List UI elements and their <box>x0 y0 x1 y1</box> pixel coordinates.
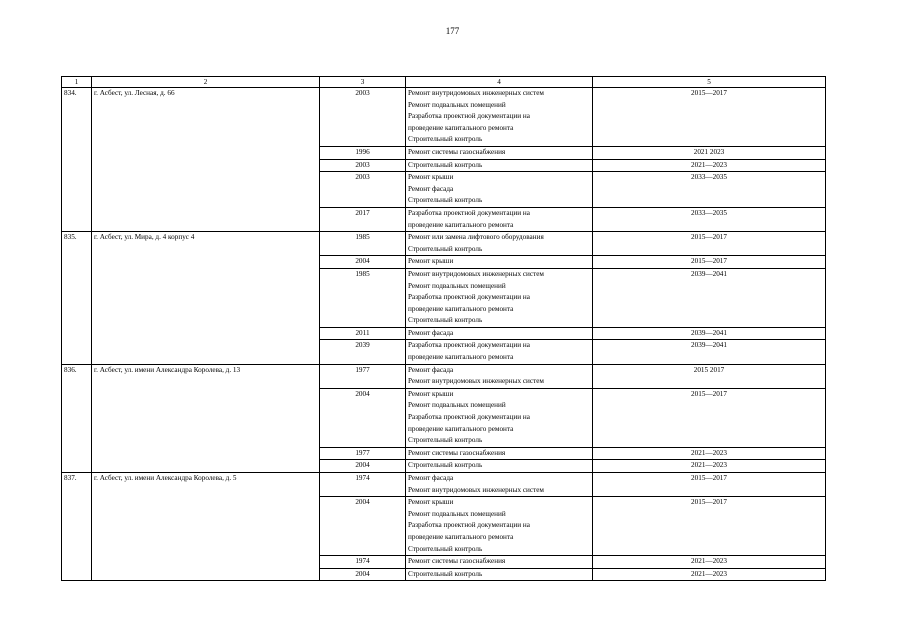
work-item: Разработка проектной документации на <box>408 112 530 121</box>
work-item: Строительный контроль <box>408 196 483 205</box>
period-cell: 2021—2023 <box>593 460 826 473</box>
period-cell: 2021—2023 <box>593 568 826 581</box>
header-col-2: 2 <box>92 77 320 88</box>
table-row <box>62 88 826 147</box>
works-cell <box>406 340 593 364</box>
period-cell: 2015—2017 <box>593 88 826 147</box>
year-cell: 2003 <box>320 172 406 208</box>
works-cell <box>406 172 593 208</box>
work-item: проведение капитального ремонта <box>408 220 514 229</box>
work-item: проведение капитального ремонта <box>408 532 514 541</box>
year-cell: 1974 <box>320 473 406 497</box>
work-item: Ремонт крыши <box>408 389 454 398</box>
works-cell <box>406 327 593 340</box>
table-row <box>62 232 826 256</box>
work-item: Ремонт внутридомовых инженерных систем <box>408 89 544 97</box>
works-cell <box>406 460 593 473</box>
works-cell <box>406 159 593 172</box>
table-body <box>62 88 826 581</box>
period-cell: 2039—2041 <box>593 268 826 327</box>
work-item: Строительный контроль <box>408 135 483 144</box>
work-item: Ремонт подвальных помещений <box>408 281 506 290</box>
works-cell <box>406 207 593 231</box>
header-col-5: 5 <box>593 77 826 88</box>
header-col-1: 1 <box>62 77 92 88</box>
building-address: г. Асбест, ул. имени Александра Королева, д. 13 <box>92 364 320 472</box>
year-cell: 2011 <box>320 327 406 340</box>
work-item: Ремонт внутридомовых инженерных систем <box>408 269 544 278</box>
work-item: Ремонт системы газоснабжения <box>408 147 506 156</box>
works-cell <box>406 473 593 497</box>
work-item: Разработка проектной документации на <box>408 521 530 530</box>
work-item: Ремонт системы газоснабжения <box>408 448 506 457</box>
repair-schedule-table <box>61 76 826 581</box>
year-cell: 2004 <box>320 568 406 581</box>
work-item: Строительный контроль <box>408 436 483 445</box>
work-item: Ремонт внутридомовых инженерных систем <box>408 377 544 386</box>
entry-number: 834. <box>62 88 92 232</box>
period-cell: 2021—2023 <box>593 447 826 460</box>
year-cell: 2003 <box>320 88 406 147</box>
works-cell <box>406 256 593 269</box>
period-cell: 2021 2023 <box>593 146 826 159</box>
building-address: г. Асбест, ул. Лесная, д. 66 <box>92 88 320 232</box>
work-item: Ремонт фасада <box>408 328 454 337</box>
work-item: Разработка проектной документации на <box>408 413 530 422</box>
work-item: Строительный контроль <box>408 569 483 578</box>
period-cell: 2015—2017 <box>593 388 826 447</box>
period-cell: 2039—2041 <box>593 340 826 364</box>
work-item: проведение капитального ремонта <box>408 424 514 433</box>
works-cell <box>406 364 593 388</box>
building-address: г. Асбест, ул. имени Александра Королева, д. 5 <box>92 473 320 581</box>
building-address: г. Асбест, ул. Мира, д. 4 корпус 4 <box>92 232 320 365</box>
works-cell <box>406 556 593 569</box>
work-item: Ремонт крыши <box>408 257 454 266</box>
year-cell: 2017 <box>320 207 406 231</box>
work-item: Строительный контроль <box>408 244 483 253</box>
period-cell: 2039—2041 <box>593 327 826 340</box>
work-item: Ремонт системы газоснабжения <box>408 557 506 566</box>
year-cell: 1974 <box>320 556 406 569</box>
period-cell: 2015 2017 <box>593 364 826 388</box>
header-col-4: 4 <box>406 77 593 88</box>
page-number: 177 <box>445 26 460 36</box>
entry-number: 835. <box>62 232 92 365</box>
work-item: Разработка проектной документации на <box>408 341 530 350</box>
work-item: Ремонт фасада <box>408 184 454 193</box>
period-cell: 2021—2023 <box>593 159 826 172</box>
year-cell: 1996 <box>320 146 406 159</box>
work-item: Строительный контроль <box>408 160 483 169</box>
work-item: Ремонт внутридомовых инженерных систем <box>408 485 544 494</box>
works-cell <box>406 146 593 159</box>
work-item: Разработка проектной документации на <box>408 208 530 217</box>
year-cell: 2004 <box>320 256 406 269</box>
work-item: Ремонт крыши <box>408 498 454 507</box>
work-item: проведение капитального ремонта <box>408 353 514 362</box>
work-item: проведение капитального ремонта <box>408 304 514 313</box>
works-cell <box>406 88 593 147</box>
year-cell: 1977 <box>320 447 406 460</box>
period-cell: 2015—2017 <box>593 497 826 556</box>
works-cell <box>406 447 593 460</box>
period-cell: 2033—2035 <box>593 207 826 231</box>
entry-number: 836. <box>62 364 92 472</box>
table-row <box>62 364 826 388</box>
work-item: Ремонт или замена лифтового оборудования <box>408 233 544 242</box>
work-item: Строительный контроль <box>408 544 483 553</box>
work-item: проведение капитального ремонта <box>408 123 514 132</box>
work-item: Ремонт фасада <box>408 365 454 374</box>
work-item: Ремонт подвальных помещений <box>408 100 506 109</box>
works-cell <box>406 388 593 447</box>
work-item: Ремонт подвальных помещений <box>408 401 506 410</box>
table-header <box>62 77 826 88</box>
header-col-3: 3 <box>320 77 406 88</box>
works-cell <box>406 497 593 556</box>
year-cell: 2004 <box>320 497 406 556</box>
year-cell: 2039 <box>320 340 406 364</box>
period-cell: 2015—2017 <box>593 473 826 497</box>
works-cell <box>406 268 593 327</box>
table-row <box>62 473 826 497</box>
year-cell: 2004 <box>320 388 406 447</box>
work-item: Строительный контроль <box>408 461 483 470</box>
year-cell: 1985 <box>320 268 406 327</box>
period-cell: 2015—2017 <box>593 232 826 256</box>
works-cell <box>406 568 593 581</box>
work-item: Разработка проектной документации на <box>408 293 530 302</box>
works-cell <box>406 232 593 256</box>
period-cell: 2021—2023 <box>593 556 826 569</box>
work-item: Строительный контроль <box>408 316 483 325</box>
work-item: Ремонт крыши <box>408 173 454 182</box>
period-cell: 2033—2035 <box>593 172 826 208</box>
entry-number: 837. <box>62 473 92 581</box>
year-cell: 2003 <box>320 159 406 172</box>
work-item: Ремонт подвальных помещений <box>408 509 506 518</box>
work-item: Ремонт фасада <box>408 474 454 482</box>
year-cell: 2004 <box>320 460 406 473</box>
header-row <box>62 77 826 88</box>
year-cell: 1977 <box>320 364 406 388</box>
year-cell: 1985 <box>320 232 406 256</box>
period-cell: 2015—2017 <box>593 256 826 269</box>
